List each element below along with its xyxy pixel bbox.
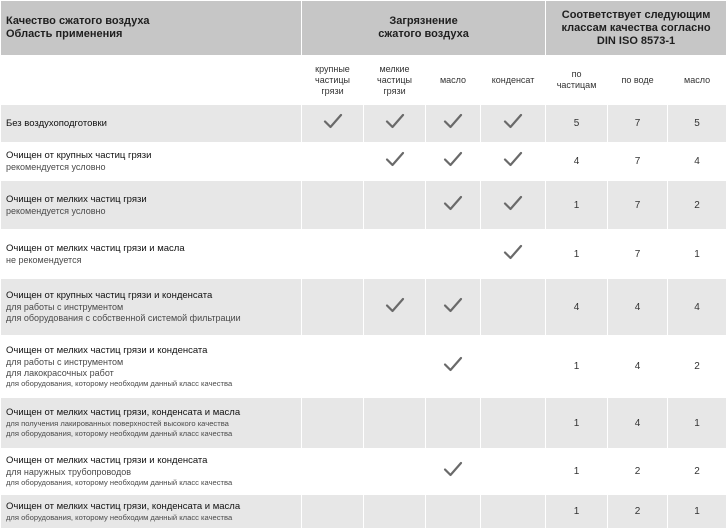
row-title: Очищен от мелких частиц грязи, конденсата и масла — [6, 500, 241, 512]
check-condensate-cell — [481, 181, 546, 230]
row-label — [1, 495, 302, 529]
class-particles: 1 — [546, 398, 608, 449]
row-label — [1, 143, 302, 181]
class-particles: 1 — [546, 181, 608, 230]
check-coarse-cell — [302, 230, 364, 279]
header-quality-classes — [546, 1, 726, 56]
header-contamination-line1: Загрязнение — [389, 15, 458, 27]
check-fine-cell — [364, 279, 426, 336]
subheader-class-oil: масло — [668, 56, 726, 105]
class-oil: 4 — [668, 279, 726, 336]
check-fine-cell — [364, 230, 426, 279]
check-coarse-cell — [302, 449, 364, 495]
row-title: Очищен от мелких частиц грязи, конденсата и масла — [6, 407, 241, 418]
check-oil-cell — [426, 105, 481, 143]
row-note: рекомендуется условно — [6, 162, 106, 172]
check-icon — [385, 297, 405, 313]
check-icon — [443, 356, 463, 372]
check-oil-cell — [426, 143, 481, 181]
subheader-fine-line2: частицы — [377, 74, 412, 85]
check-fine-cell — [364, 336, 426, 398]
row-title: Очищен от крупных частиц грязи — [6, 150, 152, 161]
check-icon — [503, 151, 523, 167]
header-contamination-line2: сжатого воздуха — [378, 28, 469, 40]
row-small-note: для получения лакированных поверхностей высокого качества — [6, 419, 229, 428]
check-fine-cell — [364, 143, 426, 181]
header-contamination — [302, 1, 546, 56]
row-label — [1, 398, 302, 449]
check-coarse-cell — [302, 398, 364, 449]
class-particles: 1 — [546, 449, 608, 495]
header-quality-label: Качество сжатого воздуха — [6, 15, 150, 27]
row-title: Очищен от мелких частиц грязи и конденсата — [6, 455, 208, 466]
check-fine-cell — [364, 181, 426, 230]
check-fine-cell — [364, 398, 426, 449]
check-icon — [503, 113, 523, 129]
check-oil-cell — [426, 230, 481, 279]
row-title: Без воздухоподготовки — [6, 117, 107, 129]
check-icon — [323, 113, 343, 129]
table-body — [1, 105, 726, 529]
row-label — [1, 336, 302, 398]
check-condensate-cell — [481, 143, 546, 181]
header-classes-line2: классам качества согласно — [561, 21, 711, 34]
check-oil-cell — [426, 279, 481, 336]
row-note: для лакокрасочных работ — [6, 367, 114, 378]
check-fine-cell — [364, 495, 426, 529]
class-water: 7 — [608, 181, 668, 230]
table-row — [1, 449, 726, 495]
class-particles: 1 — [546, 230, 608, 279]
class-particles: 4 — [546, 279, 608, 336]
check-oil-cell — [426, 336, 481, 398]
class-oil: 1 — [668, 398, 726, 449]
check-fine-cell — [364, 105, 426, 143]
row-small-note: для оборудования, которому необходим данный класс качества — [6, 429, 233, 438]
row-note: для наружных трубопроводов — [6, 467, 132, 477]
class-water: 4 — [608, 336, 668, 398]
class-particles: 5 — [546, 105, 608, 143]
subheader-oil: масло — [426, 56, 481, 105]
row-label — [1, 105, 302, 143]
check-coarse-cell — [302, 279, 364, 336]
class-particles: 4 — [546, 143, 608, 181]
class-particles: 1 — [546, 336, 608, 398]
class-oil: 4 — [668, 143, 726, 181]
table-row — [1, 279, 726, 336]
table-row — [1, 398, 726, 449]
check-icon — [443, 297, 463, 313]
check-condensate-cell — [481, 279, 546, 336]
check-icon — [443, 195, 463, 211]
class-oil: 2 — [668, 181, 726, 230]
class-oil: 5 — [668, 105, 726, 143]
table-row — [1, 336, 726, 398]
check-oil-cell — [426, 495, 481, 529]
check-oil-cell — [426, 181, 481, 230]
row-small-note: для оборудования, которому необходим данный класс качества — [6, 378, 233, 388]
check-icon — [503, 244, 523, 260]
table-row — [1, 181, 726, 230]
class-water: 7 — [608, 105, 668, 143]
check-oil-cell — [426, 398, 481, 449]
subheader-class-particles — [546, 56, 608, 105]
row-title: Очищен от мелких частиц грязи и масла — [6, 242, 185, 254]
check-coarse-cell — [302, 181, 364, 230]
row-note: для работы с инструментом — [6, 302, 124, 312]
table-row — [1, 230, 726, 279]
subheader-class-particles-line2: частицам — [556, 80, 597, 90]
subheader-coarse-line2: частицы — [315, 74, 350, 85]
check-condensate-cell — [481, 336, 546, 398]
subheader-coarse-line1: крупные — [315, 63, 350, 74]
check-coarse-cell — [302, 105, 364, 143]
table-row — [1, 105, 726, 143]
subheader-class-particles-line1: по — [571, 69, 582, 79]
check-condensate-cell — [481, 398, 546, 449]
class-water: 7 — [608, 230, 668, 279]
class-water: 7 — [608, 143, 668, 181]
check-oil-cell — [426, 449, 481, 495]
row-title: Очищен от мелких частиц грязи — [6, 193, 147, 205]
row-label — [1, 230, 302, 279]
row-note: для оборудования с собственной системой фильтрации — [6, 313, 241, 323]
subheader-condensate: конденсат — [481, 56, 546, 105]
table-row — [1, 495, 726, 529]
class-oil: 1 — [668, 495, 726, 529]
class-water: 4 — [608, 398, 668, 449]
row-small-note: для оборудования, которому необходим данный класс качества — [6, 512, 233, 522]
class-oil: 2 — [668, 449, 726, 495]
check-fine-cell — [364, 449, 426, 495]
subheader-coarse-line3: грязи — [321, 85, 344, 96]
subheader-coarse-particles — [302, 56, 364, 105]
row-note: не рекомендуется — [6, 254, 82, 265]
row-note: для работы с инструментом — [6, 356, 124, 367]
class-water: 2 — [608, 495, 668, 529]
class-particles: 1 — [546, 495, 608, 529]
class-water: 2 — [608, 449, 668, 495]
row-label — [1, 449, 302, 495]
check-condensate-cell — [481, 449, 546, 495]
header-classes-line3: DIN ISO 8573-1 — [596, 34, 676, 47]
check-condensate-cell — [481, 495, 546, 529]
check-icon — [385, 113, 405, 129]
row-title: Очищен от мелких частиц грязи и конденсата — [6, 344, 208, 356]
class-oil: 2 — [668, 336, 726, 398]
header-application-label: Область применения — [6, 28, 123, 40]
header-quality-application — [1, 1, 302, 56]
class-water: 4 — [608, 279, 668, 336]
check-icon — [385, 151, 405, 167]
row-label — [1, 279, 302, 336]
check-icon — [443, 151, 463, 167]
check-condensate-cell — [481, 105, 546, 143]
check-coarse-cell — [302, 336, 364, 398]
row-small-note: для оборудования, которому необходим данный класс качества — [6, 478, 233, 487]
row-note: рекомендуется условно — [6, 205, 106, 216]
check-icon — [503, 195, 523, 211]
check-condensate-cell — [481, 230, 546, 279]
subheader-fine-line1: мелкие — [379, 63, 410, 74]
subheader-class-water: по воде — [608, 56, 668, 105]
subheader-fine-line3: грязи — [383, 85, 406, 96]
row-title: Очищен от крупных частиц грязи и конденсата — [6, 290, 213, 301]
check-coarse-cell — [302, 143, 364, 181]
table-row — [1, 143, 726, 181]
check-coarse-cell — [302, 495, 364, 529]
header-classes-line1: Соответствует следующим — [561, 8, 711, 21]
subheader-fine-particles — [364, 56, 426, 105]
subheader-blank — [1, 56, 302, 105]
check-icon — [443, 113, 463, 129]
row-label — [1, 181, 302, 230]
check-icon — [443, 461, 463, 477]
class-oil: 1 — [668, 230, 726, 279]
